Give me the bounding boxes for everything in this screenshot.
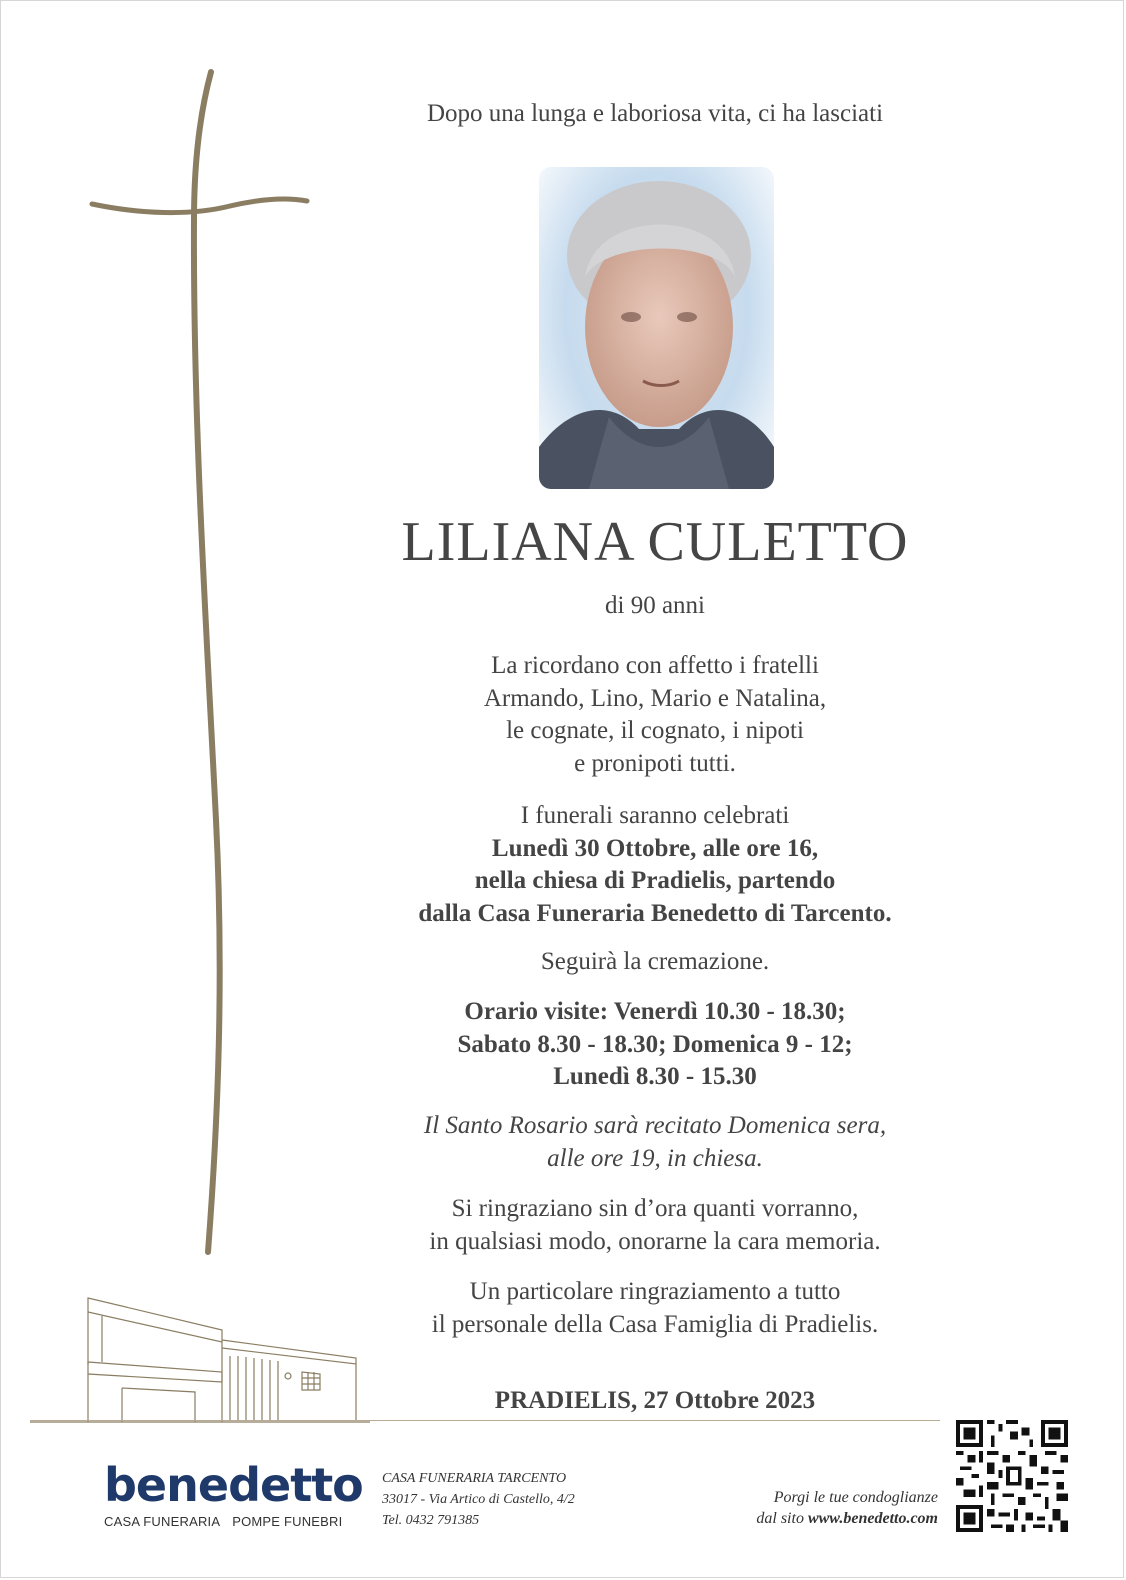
condolences-note: [700, 1487, 938, 1529]
logo-subtitle: [104, 1514, 363, 1529]
thanks-line: Si ringraziano sin d’ora quanti vorranno,: [451, 1195, 859, 1222]
logo-sub-left: CASA FUNERARIA: [104, 1514, 221, 1529]
funeral-detail-line: nella chiesa di Pradielis, partendo: [474, 867, 836, 894]
special-thanks-line: il personale della Casa Famiglia di Pradielis.: [431, 1310, 879, 1338]
visiting-hours: [360, 996, 950, 1094]
logo-sub-right: POMPE FUNEBRI: [232, 1514, 343, 1529]
cremation-text: Seguirà la cremazione.: [540, 948, 770, 975]
logo-wordmark: benedetto: [104, 1458, 363, 1512]
address-line: CASA FUNERARIA TARCENTO: [382, 1471, 567, 1486]
benedetto-logo[interactable]: [104, 1460, 363, 1529]
condolences-prefix: dal sito: [756, 1510, 808, 1527]
thanks-line: in qualsiasi modo, onorarne la cara memoria.: [429, 1227, 881, 1255]
rosary-line: alle ore 19, in chiesa.: [547, 1144, 763, 1172]
deceased-age: di 90 anni: [605, 592, 705, 619]
funeral-home-building-icon: [30, 1290, 370, 1435]
address-line: 33017 - Via Artico di Castello, 4/2: [382, 1492, 575, 1507]
funeral-detail-line: dalla Casa Funeraria Benedetto di Tarcento.: [418, 899, 892, 927]
funeral-paragraph: [360, 800, 950, 930]
family-line: Armando, Lino, Mario e Natalina,: [483, 684, 827, 712]
visiting-hours-line: Sabato 8.30 - 18.30; Domenica 9 - 12;: [457, 1030, 853, 1058]
family-line: La ricordano con affetto i fratelli: [491, 652, 819, 679]
family-paragraph: [360, 650, 950, 780]
portrait-photo: [539, 167, 774, 489]
qr-code-icon[interactable]: [956, 1420, 1068, 1532]
address-line: Tel. 0432 791385: [382, 1513, 480, 1528]
funeral-intro: I funerali saranno celebrati: [520, 802, 790, 829]
visiting-hours-line: Orario visite: Venerdì 10.30 - 18.30;: [464, 998, 846, 1025]
cross-icon: [0, 0, 330, 1270]
special-thanks-paragraph: [360, 1276, 950, 1341]
funeral-home-address: [382, 1468, 575, 1531]
family-line: e pronipoti tutti.: [574, 749, 736, 777]
visiting-hours-line: Lunedì 8.30 - 15.30: [553, 1063, 757, 1090]
dateline: PRADIELIS, 27 Ottobre 2023: [494, 1387, 816, 1414]
rosary-paragraph: [360, 1110, 950, 1175]
condolences-line: Porgi le tue condoglianze: [773, 1489, 938, 1506]
deceased-name: LILIANA CULETTO: [401, 511, 909, 573]
rosary-line: Il Santo Rosario sarà recitato Domenica sera,: [423, 1112, 887, 1139]
funeral-detail-line: Lunedì 30 Ottobre, alle ore 16,: [491, 834, 819, 862]
condolences-site-link[interactable]: www.benedetto.com: [807, 1510, 938, 1527]
thanks-paragraph: [360, 1193, 950, 1258]
intro-text: Dopo una lunga e laboriosa vita, ci ha lasciati: [426, 100, 884, 127]
special-thanks-line: Un particolare ringraziamento a tutto: [469, 1278, 841, 1305]
family-line: le cognate, il cognato, i nipoti: [506, 717, 804, 744]
footer-divider: [30, 1420, 940, 1421]
